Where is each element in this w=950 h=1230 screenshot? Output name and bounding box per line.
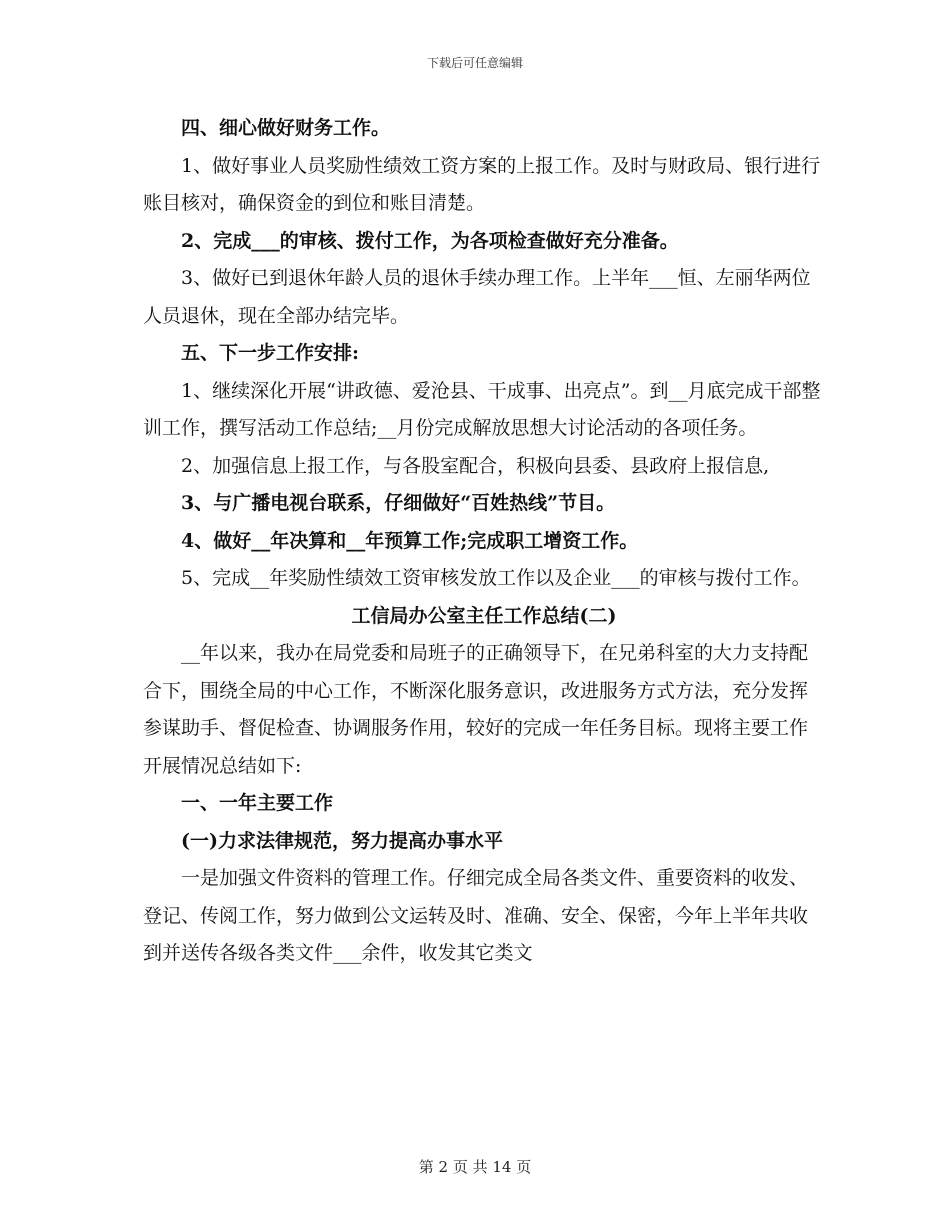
paragraph: 1、继续深化开展“讲政德、爱沧县、干成事、出亮点”。到__月底完成干部整训工作，撰写活动工作总结;__月份完成解放思想大讨论活动的各项任务。 [143, 379, 821, 439]
subsection-heading: (一)力求法律规范，努力提高办事水平 [181, 829, 503, 852]
paragraph-bold: 4、做好__年决算和__年预算工作;完成职工增资工作。 [181, 529, 639, 552]
section-heading-5: 五、下一步工作安排: [181, 342, 360, 364]
section-heading-4: 四、细心做好财务工作。 [181, 117, 391, 139]
page-number: 第 2 页 共 14 页 [418, 1158, 532, 1176]
paragraph: 5、完成__年奖励性绩效工资审核发放工作以及企业___的审核与拨付工作。 [181, 567, 811, 589]
paragraph: 2、加强信息上报工作，与各股室配合，积极向县委、县政府上报信息, [181, 454, 770, 477]
document-body [143, 110, 825, 973]
paragraph: 3、做好已到退休年龄人员的退休手续办理工作。上半年___恒、左丽华两位人员退休，现在全部办结完毕。 [143, 267, 811, 327]
paragraph: __年以来，我办在局党委和局班子的正确领导下，在兄弟科室的大力支持配合下，围绕全局的中心工作，不断深化服务意识，改进服务方式方法，充分发挥参谋助手、督促检查、协调服务作用，较好的完成一年任务目标。现将主要工作开展情况总结如下: [143, 642, 809, 777]
section-heading-1: 一、一年主要工作 [181, 792, 334, 814]
paragraph: 一是加强文件资料的管理工作。仔细完成全局各类文件、重要资料的收发、登记、传阅工作，努力做到公文运转及时、准确、安全、保密，今年上半年共收到并送传各级各类文件___余件，收发其它类文 [143, 867, 809, 964]
paragraph-bold: 3、与广播电视台联系，仔细做好“百姓热线”节目。 [181, 492, 616, 514]
document-title: 工信局办公室主任工作总结(二) [351, 604, 617, 627]
page-header-note: 下载后可任意编辑 [426, 56, 523, 70]
paragraph-bold: 2、完成___的审核、拨付工作，为各项检查做好充分准备。 [181, 229, 679, 252]
paragraph: 1、做好事业人员奖励性绩效工资方案的上报工作。及时与财政局、银行进行账目核对，确保资金的到位和账目清楚。 [143, 154, 821, 214]
